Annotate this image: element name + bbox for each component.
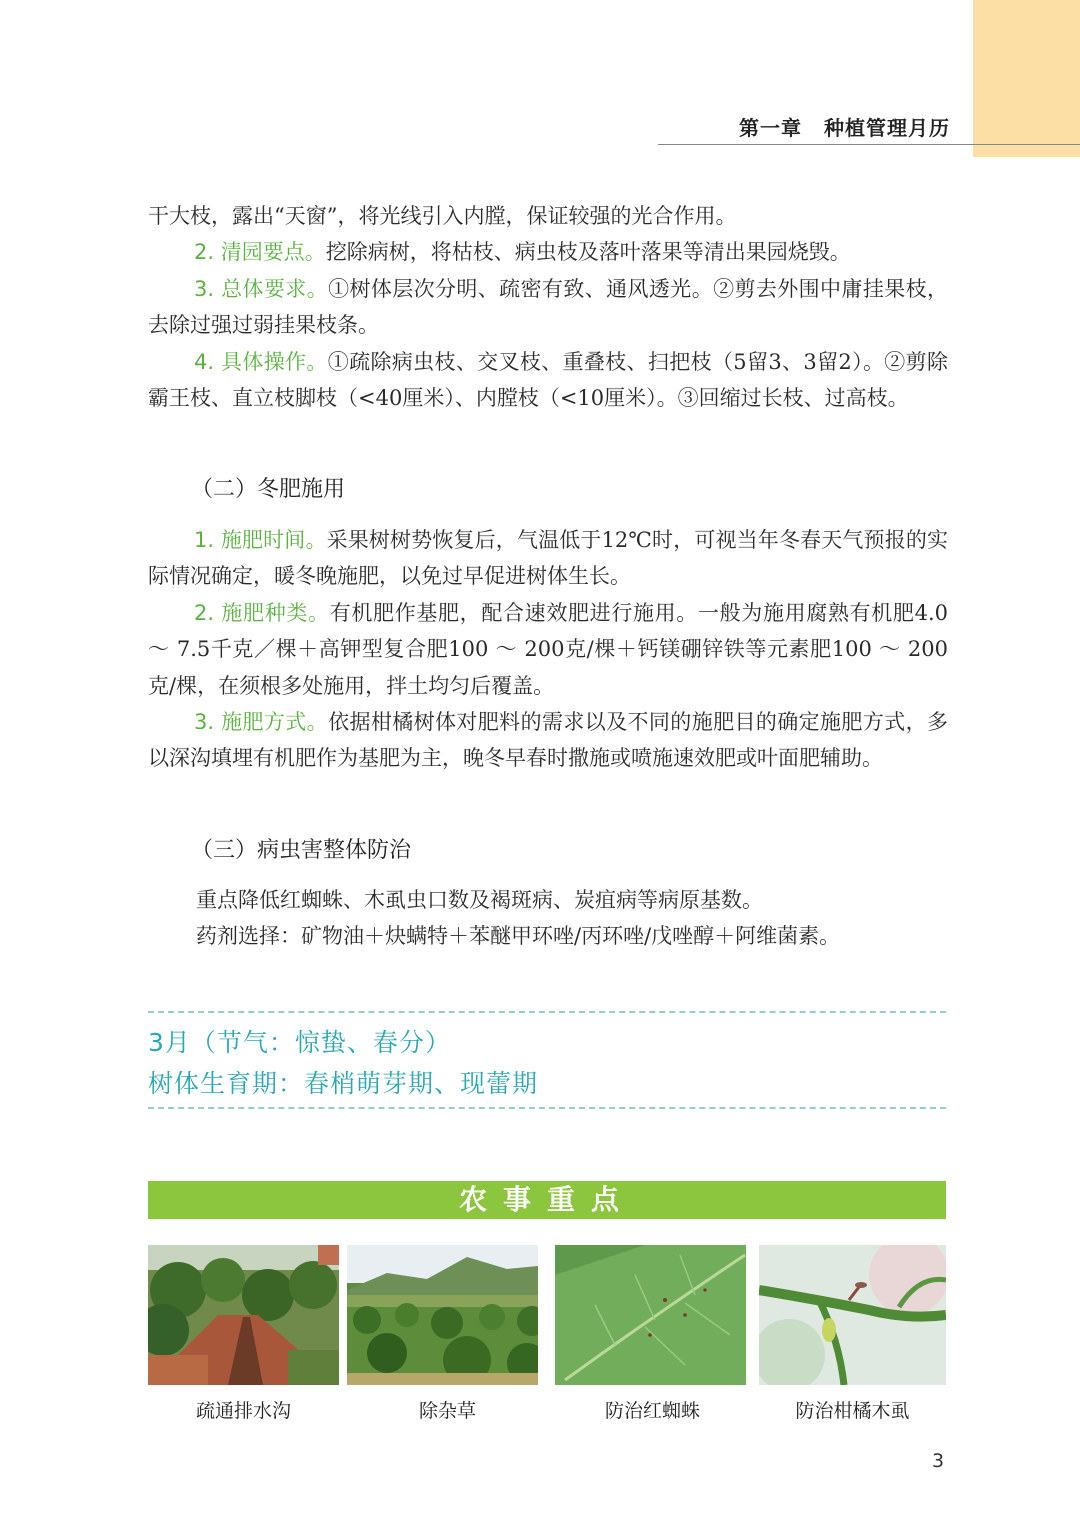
pruning-paragraph-0: 干大枝，露出“天窗”，将光线引入内膛，保证较强的光合作用。 — [148, 204, 737, 228]
photo-weeding — [347, 1245, 538, 1385]
fert-keyword-1: 1. 施肥时间。 — [194, 528, 327, 552]
running-header — [739, 112, 950, 141]
page-number: 3 — [932, 1450, 945, 1472]
header-rule — [658, 144, 1080, 145]
pruning-paragraph-1 — [148, 234, 948, 270]
farm-work-focus-banner: 农事重点 — [148, 1181, 946, 1219]
fert-text-2: 有机肥作基肥，配合速效肥进行施用。一般为施用腐熟有机肥4.0 ～ 7.5千克／棵＋高钾型复合肥100 ～ 200克/棵＋钙镁硼锌铁等元素肥100 ～ 200克/棵，在须根多处施用，拌土均匀后覆盖。 — [148, 600, 948, 698]
pest-line-1: 重点降低红蜘蛛、木虱虫口数及褐斑病、炭疽病等病原基数。 — [196, 888, 763, 912]
caption-weeding: 除杂草 — [418, 1400, 476, 1422]
caption-red-spider-mite: 防治红蜘蛛 — [604, 1400, 700, 1422]
pruning-paragraph-3 — [148, 344, 948, 417]
photo-citrus-psyllid — [759, 1245, 946, 1385]
pruning-keyword-1: 2. 清园要点。 — [194, 240, 326, 265]
photo-drainage-ditch — [148, 1245, 339, 1385]
pruning-keyword-3: 4. 具体操作。 — [194, 349, 328, 374]
pruning-keyword-2: 3. 总体要求。 — [194, 276, 329, 301]
growth-stage: 树体生育期：春梢萌芽期、现蕾期 — [148, 1069, 539, 1098]
pest-line-2: 药剂选择：矿物油＋炔螨特＋苯醚甲环唑/丙环唑/戊唑醇＋阿维菌素。 — [196, 924, 841, 948]
chapter-corner-tab — [973, 0, 1080, 157]
dashed-divider-bottom — [148, 1107, 946, 1109]
fert-keyword-3: 3. 施肥方式。 — [194, 710, 329, 735]
fert-text-1: 采果树树势恢复后，气温低于12℃时，可视当年冬春天气预报的实际情况确定，暖冬晚施肥，以免过早促进树体生长。 — [148, 528, 948, 589]
pruning-paragraph-2 — [148, 271, 948, 344]
caption-citrus-psyllid: 防治柑橘木虱 — [795, 1400, 910, 1422]
fert-keyword-2: 2. 施肥种类。 — [194, 600, 330, 625]
month-title: 3月（节气：惊蛰、春分） — [148, 1028, 451, 1057]
pruning-text-3: ①疏除病虫枝、交叉枝、重叠枝、扫把枝（5留3、3留2）。②剪除霸王枝、直立枝脚枝（<40厘米）、内膛枝（<10厘米）。③回缩过长枝、过高枝。 — [148, 349, 948, 411]
pruning-section — [148, 198, 948, 416]
caption-drainage-ditch: 疏通排水沟 — [195, 1400, 291, 1422]
fert-paragraph-3 — [148, 704, 948, 777]
pest-control-heading: （三）病虫害整体防治 — [191, 838, 412, 863]
pruning-text-1: 挖除病树，将枯枝、病虫枝及落叶落果等清出果园烧毁。 — [325, 240, 851, 265]
dashed-divider-top — [148, 1011, 946, 1013]
fert-paragraph-2 — [148, 595, 948, 704]
winter-fertilizer-heading: （二）冬肥施用 — [191, 477, 346, 502]
pruning-text-2: ①树体层次分明、疏密有致、通风透光。②剪去外围中庸挂果枝，去除过强过弱挂果枝条。 — [148, 276, 948, 338]
chapter-number: 第一章 — [739, 116, 802, 140]
photo-red-spider-mite — [555, 1245, 746, 1385]
chapter-title: 种植管理月历 — [824, 116, 950, 140]
fert-text-3: 依据柑橘树体对肥料的需求以及不同的施肥目的确定施肥方式，多以深沟填埋有机肥作为基肥为主，晚冬早春时撒施或喷施速效肥或叶面肥辅助。 — [148, 710, 948, 771]
fert-paragraph-1 — [148, 522, 948, 595]
winter-fertilizer-section — [148, 522, 948, 777]
